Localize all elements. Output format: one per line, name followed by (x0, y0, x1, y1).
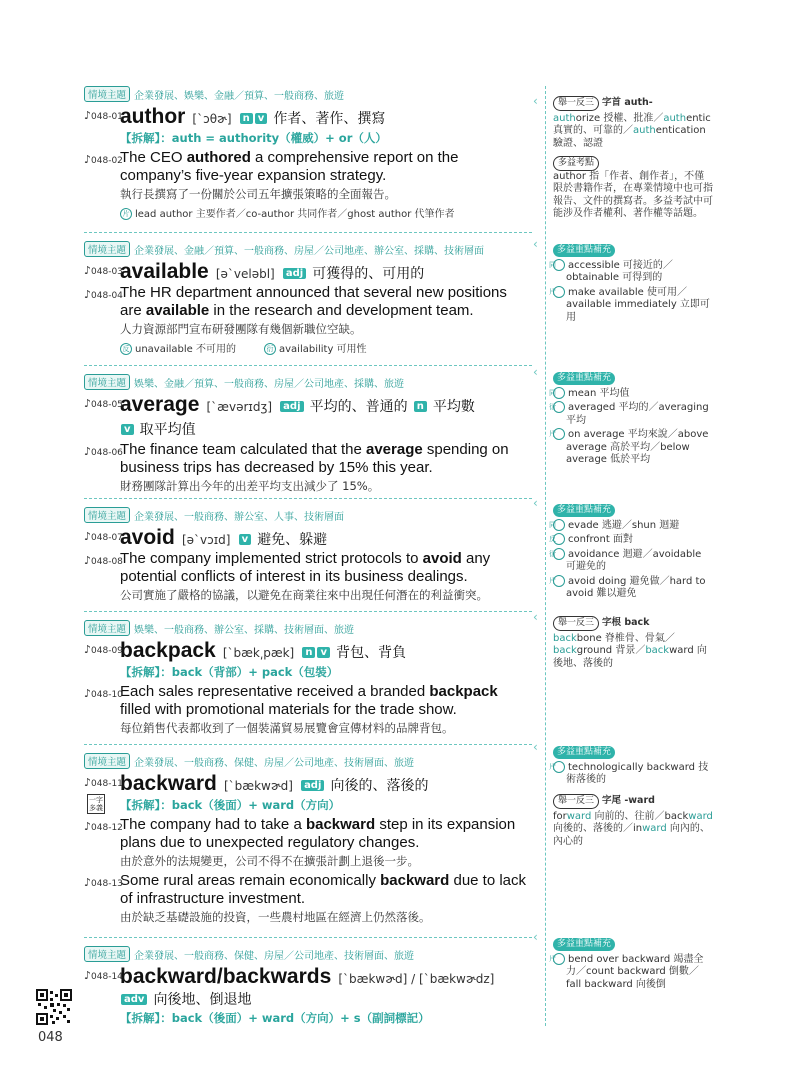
definition: 平均的、普通的 (309, 399, 408, 415)
note-tag: 舉一反三 (553, 794, 599, 809)
headword: average (120, 393, 200, 416)
definition: 向後的、落後的 (330, 778, 429, 794)
audio-track-number[interactable]: ♪048-01 (84, 109, 123, 122)
entry-average (84, 374, 532, 499)
scene-list: 娛樂、金融／預算、一般商務、房屋／公司地產、採購、旅遊 (134, 378, 405, 390)
phrase-icon: 片 (553, 761, 565, 773)
headword: author (120, 105, 186, 128)
note-toeic-tip: 多益考點 author 指「作者、創作者」，不僅限於書籍作者，在專業情境中也可指報告、文件的撰寫者。多益考試中可能涉及作者權利、著作權等話題。 (553, 158, 713, 219)
scene-tag: 情境主題 (84, 241, 130, 257)
note-tag: 多益重點補充 (553, 746, 615, 759)
antonym-icon: 反 (553, 533, 565, 545)
phrase-icon: 片 (553, 286, 565, 298)
example-translation: 財務團隊計算出今年的出差平均支出減少了 15%。 (120, 479, 380, 493)
example-translation: 由於缺乏基礎設施的投資，一些農村地區在經濟上仍然落後。 (120, 910, 431, 924)
pos-badge: v (239, 534, 252, 545)
chevron-left-icon: ‹ (533, 94, 538, 108)
definition: 作者、著作、撰寫 (273, 111, 386, 127)
example-sentence: The company implemented strict protocols to avoid any potential conflicts of interest in its business dealings. (120, 550, 491, 585)
phrase-icon: 片 (553, 953, 565, 965)
entry-backward (84, 753, 532, 938)
example-translation: 每位銷售代表都收到了一個裝滿貿易展覽會宣傳材料的品牌背包。 (120, 721, 454, 735)
chevron-left-icon: ‹ (533, 365, 538, 379)
scene-list: 企業發展、金融／預算、一般商務、房屋／公司地產、辦公室、採購、技術層面 (134, 245, 485, 257)
note-tag: 多益重點補充 (553, 504, 615, 517)
audio-track-number[interactable]: ♪048-11 (84, 776, 123, 789)
scene-tag: 情境主題 (84, 753, 130, 769)
phonetic: [əˋvɔɪd] (181, 533, 231, 547)
chevron-left-icon: ‹ (533, 237, 538, 251)
entry-backwards (84, 946, 532, 1037)
scene-tag: 情境主題 (84, 946, 130, 962)
example-sentence: The company had to take a backward step in its expansion plans due to unexpected regulatory changes. (120, 816, 516, 851)
definition: 平均數 (432, 399, 475, 415)
audio-track-number[interactable]: ♪048-05 (84, 397, 123, 410)
chevron-left-icon: ‹ (533, 930, 538, 944)
example-translation: 公司實施了嚴格的協議，以避免在商業往來中出現任何潛在的利益衝突。 (120, 588, 488, 602)
synonym-icon: 同 (553, 387, 565, 399)
pos-badge: n (302, 647, 315, 658)
headword: backpack (120, 639, 216, 662)
audio-track-number[interactable]: ♪048-14 (84, 969, 123, 982)
note-tag: 多益重點補充 (553, 372, 615, 385)
entry-avoid (84, 507, 532, 612)
headword: avoid (120, 526, 175, 549)
scene-tag: 情境主題 (84, 86, 130, 102)
definition: 向後地、倒退地 (153, 992, 252, 1008)
audio-track-number[interactable]: ♪048-02 (84, 153, 123, 166)
scene-list: 企業發展、娛樂、金融／預算、一般商務、旅遊 (134, 90, 345, 102)
audio-track-number[interactable]: ♪048-08 (84, 554, 123, 567)
chevron-left-icon: ‹ (533, 610, 538, 624)
entry-author (84, 86, 532, 233)
word-breakdown: 【拆解】：back（背部）+ pack（包裝） (120, 665, 339, 679)
audio-track-number[interactable]: ♪048-09 (84, 643, 123, 656)
note-prefix-auth: 舉一反三 字首 auth- authorize 授權、批准／authentic 真實的、可靠的／authentication 驗證、認證 (553, 97, 711, 149)
scene-list: 企業發展、一般商務、辦公室、人事、技術層面 (134, 511, 345, 523)
antonym-icon: 反 (120, 343, 132, 355)
phrase-icon: 片 (553, 575, 565, 587)
pos-badge: adj (280, 401, 303, 412)
scene-list: 娛樂、一般商務、辦公室、採購、技術層面、旅遊 (134, 624, 355, 636)
example-sentence: Each sales representative received a branded backpack filled with promotional materials for the trade show. (120, 683, 498, 718)
audio-track-number[interactable]: ♪048-12 (84, 820, 123, 833)
related-phrases: 片 lead author 主要作者／co-author 共同作者／ghost author 代筆作者 (120, 205, 532, 220)
synonym-icon: 同 (553, 259, 565, 271)
note-avoid: 多益重點補充 同 evade 逃避／shun 迴避 反 confront 面對 衍 avoidance 迴避／avoidable 可避免的 片 avoid doing 避免做／hard to avoid 難以避免 (549, 505, 706, 599)
chevron-left-icon: ‹ (533, 496, 538, 510)
audio-track-number[interactable]: ♪048-07 (84, 530, 123, 543)
note-backwards: 多益重點補充 片 bend over backward 竭盡全力／count backward 倒數／fall backward 向後倒 (549, 939, 704, 990)
note-available: 多益重點補充 同 accessible 可接近的／obtainable 可得到的 片 make available 使可用／available immediately 立即可用 (549, 245, 710, 323)
qr-code-icon[interactable] (36, 989, 72, 1025)
example-sentence: The finance team calculated that the average spending on business trips has decreased by 15% this year. (120, 441, 509, 476)
pos-badge: v (121, 424, 134, 435)
example-sentence: The CEO authored a comprehensive report on the company’s five-year expansion strategy. (120, 149, 459, 184)
pos-badge: v (317, 647, 330, 658)
entry-available (84, 241, 532, 366)
definition: 可獲得的、可用的 (312, 266, 425, 282)
pos-badge: adj (301, 780, 324, 791)
note-tag: 多益考點 (553, 156, 599, 171)
phonetic: [ˋævərɪdʒ] (206, 400, 273, 414)
audio-track-number[interactable]: ♪048-04 (84, 288, 123, 301)
note-tag: 多益重點補充 (553, 938, 615, 951)
example-sentence: Some rural areas remain economically backward due to lack of infrastructure investment. (120, 872, 527, 907)
note-average: 多益重點補充 同 mean 平均值 衍 averaged 平均的／averaging 平均 片 on average 平均來說／above average 高於平均／below average 低於平均 (549, 373, 709, 465)
audio-track-number[interactable]: ♪048-10 (84, 687, 123, 700)
example-translation: 執行長撰寫了一份關於公司五年擴張策略的全面報告。 (120, 187, 396, 201)
chevron-left-icon: ‹ (533, 740, 538, 754)
pos-badge: n (240, 113, 253, 124)
headword: backward (120, 772, 217, 795)
page-number: 048 (38, 1030, 63, 1045)
related-words: 反 unavailable 不可用的 衍 availability 可用性 (120, 340, 532, 355)
pos-badge: adv (121, 994, 147, 1005)
note-backward: 多益重點補充 片 technologically backward 技術落後的 (549, 747, 709, 785)
note-suffix-ward: 舉一反三 字尾 -ward forward 向前的、往前／backward 向後的、落後的／inward 向內的、內心的 (553, 795, 713, 847)
example-translation: 由於意外的法規變更，公司不得不在擴張計劃上退後一步。 (120, 854, 419, 868)
note-tag: 舉一反三 (553, 96, 599, 111)
definition: 避免、躲避 (257, 532, 328, 548)
audio-track-number[interactable]: ♪048-06 (84, 445, 123, 458)
note-tag: 舉一反三 (553, 616, 599, 631)
definition: 取平均值 (139, 422, 196, 438)
derivative-icon: 衍 (264, 343, 276, 355)
phonetic: [ˋbækwɚd] (223, 779, 293, 793)
example-sentence: The HR department announced that several new positions are available in the research and development team. (120, 284, 507, 319)
headword: available (120, 260, 209, 283)
phrase-icon: 片 (120, 208, 132, 220)
derivative-icon: 衍 (553, 401, 565, 413)
word-breakdown: 【拆解】：auth = authority（權威）+ or（人） (120, 131, 387, 145)
note-root-back: 舉一反三 字根 back backbone 脊椎骨、骨氣／ background 背景／backward 向後地、落後的 (553, 617, 707, 669)
word-breakdown: 【拆解】：back（後面）+ ward（方向） (120, 798, 341, 812)
phonetic: [ˋbæk͵pæk] (222, 646, 295, 660)
phonetic: [ˋbækwɚd] / [ˋbækwɚdz] (338, 972, 495, 986)
scene-tag: 情境主題 (84, 620, 130, 636)
word-breakdown: 【拆解】：back（後面）+ ward（方向）+ s（副詞標記） (120, 1011, 430, 1025)
synonym-icon: 同 (553, 519, 565, 531)
definition: 背包、背負 (336, 645, 407, 661)
scene-list: 企業發展、一般商務、保健、房屋／公司地產、技術層面、旅遊 (134, 757, 415, 769)
audio-track-number[interactable]: ♪048-03 (84, 264, 123, 277)
pos-badge: n (414, 401, 427, 412)
column-divider (545, 86, 546, 1026)
note-tag: 多益重點補充 (553, 244, 615, 257)
scene-tag: 情境主題 (84, 374, 130, 390)
example-translation: 人力資源部門宣布研發團隊有幾個新職位空缺。 (120, 322, 362, 336)
headword: backward/backwards (120, 965, 332, 988)
entry-backpack (84, 620, 532, 745)
phonetic: [əˋveləbl] (215, 267, 275, 281)
scene-tag: 情境主題 (84, 507, 130, 523)
phonetic: [ˋɔθɚ] (192, 112, 232, 126)
pos-badge: adj (283, 268, 306, 279)
polysemy-badge: 一字多義 (89, 796, 103, 812)
derivative-icon: 衍 (553, 548, 565, 560)
phrase-icon: 片 (553, 428, 565, 440)
audio-track-number[interactable]: ♪048-13 (84, 876, 123, 889)
scene-list: 企業發展、一般商務、保健、房屋／公司地產、技術層面、旅遊 (134, 950, 415, 962)
pos-badge: v (255, 113, 268, 124)
main-column (84, 86, 532, 1045)
